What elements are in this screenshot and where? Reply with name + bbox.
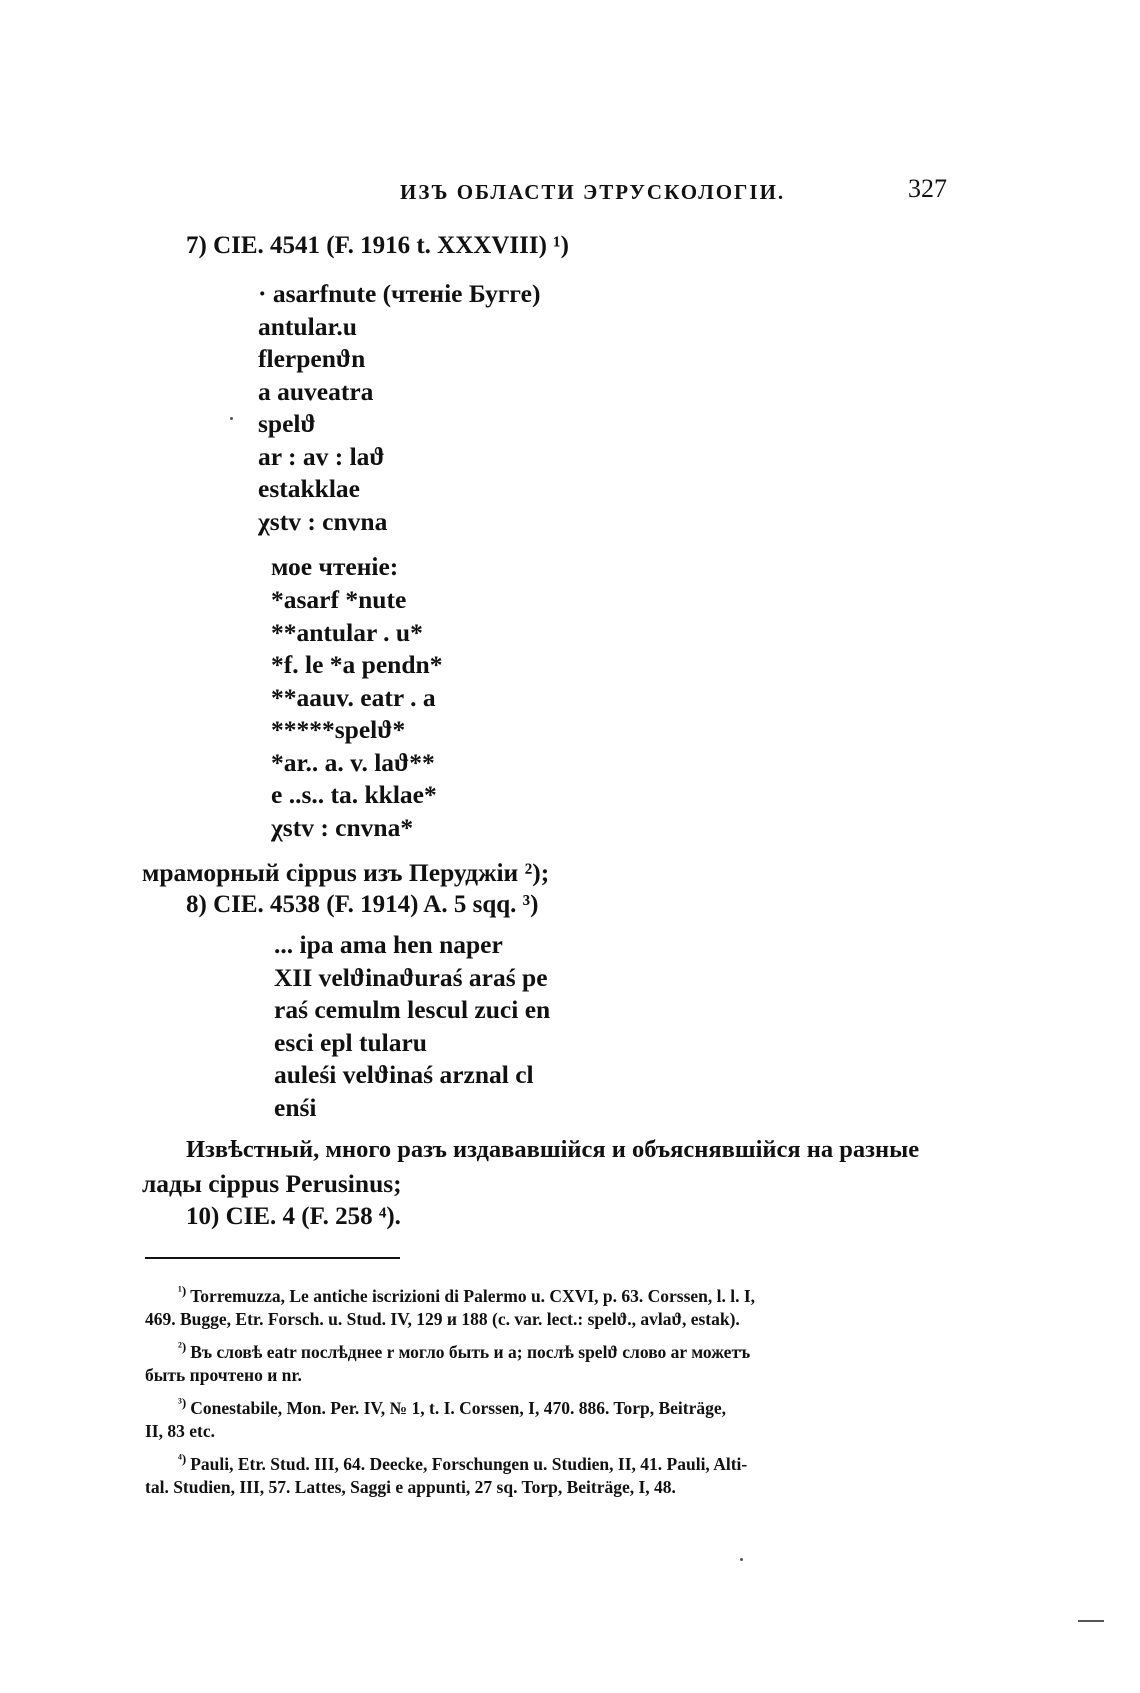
inscription-line: *ar.. a. v. laϑ** <box>271 747 435 777</box>
inscription-line: esci epl tularu <box>274 1027 427 1057</box>
running-title: ИЗЪ ОБЛАСТИ ЭТРУСКОЛОГІИ. <box>400 180 786 204</box>
section-10-heading: 10) CIE. 4 (F. 258 ⁴). <box>186 1203 401 1230</box>
inscription-line: auleśi velϑinaś arznal cl <box>274 1060 534 1089</box>
inscription-line: antular.u <box>258 311 357 341</box>
inscription-line: XII velϑinaϑuraś araś pe <box>274 962 548 992</box>
cippus-line: мраморный cippus изъ Перуджіи ²); <box>142 858 550 887</box>
inscription-line: *f. le *a pendn* <box>271 650 443 679</box>
section-7-heading: 7) CIE. 4541 (F. 1916 t. XXXVIII) ¹) <box>186 232 569 259</box>
inscription-line: *asarf *nute <box>271 585 407 614</box>
paragraph-line-1: Извѣстный, много разъ издававшійся и объяснявшійся на разные <box>186 1136 920 1163</box>
inscription-line: · asarfnute (чтеніе Бугге) <box>258 279 541 308</box>
paragraph-line-2: лады cippus Perusinus; <box>142 1169 402 1198</box>
inscription-line: raś cemulm lescul zuci en <box>274 995 551 1024</box>
footnote-marker: ¹) <box>178 1283 187 1298</box>
inscription-line: ar : av : laϑ <box>258 441 385 471</box>
footnote-text: Pauli, Etr. Stud. III, 64. Deecke, Forschungen u. Studien, II, 41. Pauli, Alti- <box>190 1453 748 1474</box>
my-reading-block <box>271 584 442 844</box>
inscription-line: **aauv. eatr . a <box>271 682 436 712</box>
inscription-line: flerpenϑn <box>258 344 366 373</box>
page-number: 327 <box>908 174 947 203</box>
footnote-2-cont: быть прочтено и nr. <box>145 1365 302 1385</box>
section-8-inscription <box>274 929 550 1124</box>
inscription-line: a auveatra <box>258 376 374 406</box>
footnote-marker: ³) <box>178 1395 187 1410</box>
footnote-text: Torremuzza, Le antiche iscrizioni di Palermo u. CXVI, p. 63. Corssen, l. l. I, <box>190 1285 756 1306</box>
footnote-marker: ²) <box>178 1339 187 1354</box>
inscription-line: *****spelϑ* <box>271 715 406 744</box>
scan-speck <box>230 417 233 420</box>
scan-mark <box>1078 1620 1104 1622</box>
footnote-text: Conestabile, Mon. Per. IV, № 1, t. I. Corssen, I, 470. 886. Torp, Beiträge, <box>190 1397 727 1418</box>
inscription-line: enśi <box>274 1092 317 1122</box>
bugge-reading-block <box>258 278 540 538</box>
scan-speck <box>740 1558 743 1561</box>
footnote-3-cont: II, 83 etc. <box>145 1421 215 1441</box>
footnote-marker: ⁴) <box>178 1451 187 1466</box>
footnote-1-cont: 469. Bugge, Etr. Forsch. u. Stud. IV, 129 и 188 (c. var. lect.: spelϑ., avlaϑ, estak). <box>145 1309 740 1329</box>
footnote-4-cont: tal. Studien, III, 57. Lattes, Saggi e appunti, 27 sq. Torp, Beiträge, I, 48. <box>145 1477 676 1497</box>
footnote-text: Въ словѣ eatr послѣднее r могло быть и a; послѣ spelϑ слово ar можетъ <box>190 1341 751 1362</box>
inscription-line: spelϑ <box>258 409 316 438</box>
inscription-line: e ..s.. ta. kklae* <box>271 780 437 809</box>
section-8-heading: 8) CIE. 4538 (F. 1914) A. 5 sqq. ³) <box>186 891 539 918</box>
my-reading-label: мое чтеніе: <box>271 552 399 581</box>
footnote-3 <box>178 1389 726 1422</box>
inscription-line: ... ipa ama hen naper <box>274 930 503 959</box>
inscription-line: χstv : cnvna* <box>271 812 414 842</box>
inscription-line: **antular . u* <box>271 617 423 647</box>
footnote-rule <box>145 1257 400 1259</box>
inscription-line: estakklae <box>258 474 360 503</box>
inscription-line: χstv : cnvna <box>258 506 388 536</box>
